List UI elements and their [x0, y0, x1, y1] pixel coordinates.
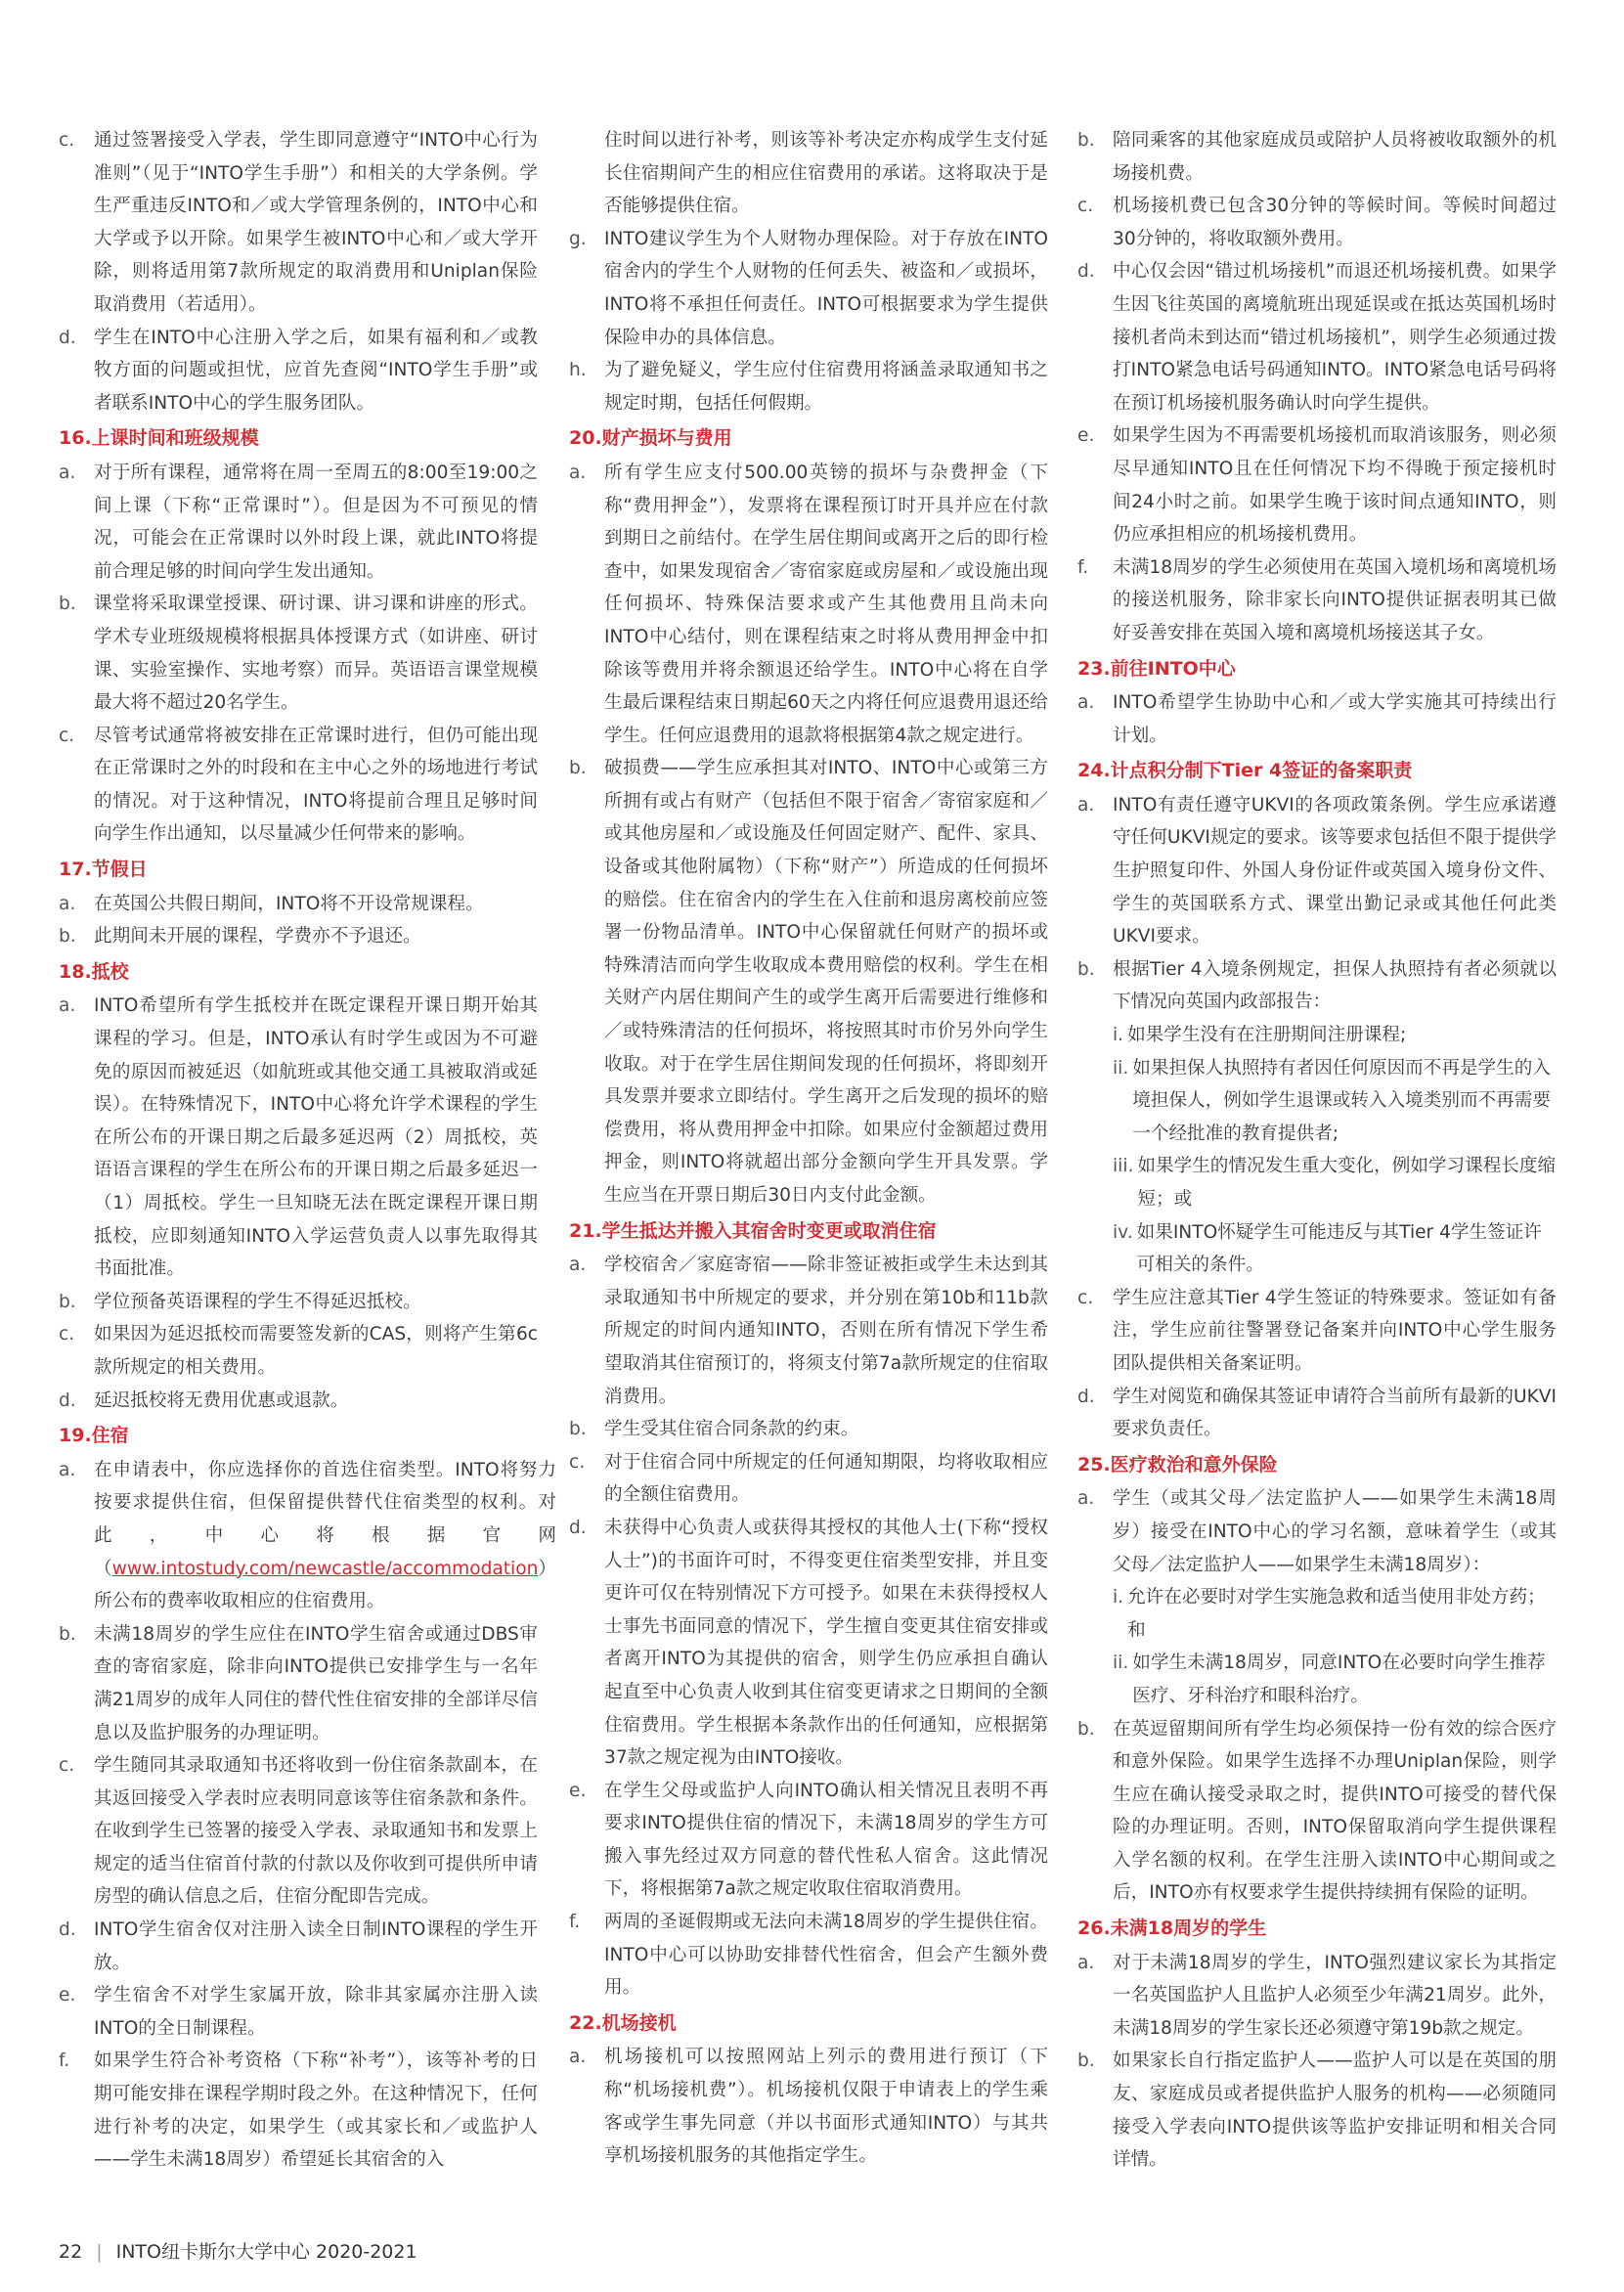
clause-item [1077, 2045, 1557, 2176]
clause-item [1077, 124, 1557, 190]
clause-text: 两周的圣诞假期或无法向未满18周岁的学生提供住宿。INTO中心可以协助安排替代性宿舍，但会产生额外费用。 [604, 1912, 1048, 1999]
section-heading: 26.未满18周岁的学生 [1077, 1917, 1267, 1940]
clause-item [59, 1979, 538, 2045]
clause-label: d. [59, 327, 76, 348]
clause-text: 陪同乘客的其他家庭成员或陪护人员将被收取额外的机场接机费。 [1113, 130, 1557, 184]
page-number: 22 [59, 2241, 83, 2263]
clause-text: 在英逗留期间所有学生均必须保持一份有效的综合医疗和意外保险。如果学生选择不办理Uniplan保险，则学生应在确认接受录取之时，提供INTO可接受的替代保险的办理证明。否则，INTO保留取消向学生提供课程入学名额的权利。在学生注册入读INTO中心期间或之后，INTO亦有权要求学生提供持续拥有保险的证明。 [1113, 1718, 1557, 1904]
clause-item [569, 1512, 1048, 1775]
clause-item [59, 1385, 538, 1418]
clause-text: 学生（或其父母／法定监护人——如果学生未满18周岁）接受在INTO中心的学习名额，意味着学生（或其父母／法定监护人——如果学生未满18周岁）： [1113, 1488, 1557, 1575]
clause-item [59, 1318, 538, 1384]
sub-clause [1077, 1019, 1557, 1052]
clause-text: 课堂将采取课堂授课、研讨课、讲习课和讲座的形式。学术专业班级规模将根据具体授课方式（如讲座、研讨课、实验室操作、实地考察）而异。英语语言课堂规模最大将不超过20名学生。 [94, 594, 538, 714]
clause-item [59, 1454, 556, 1618]
footer-separator: | [96, 2241, 103, 2263]
clause-text: 学生在INTO中心注册入学之后，如果有福利和／或教牧方面的问题或担忧，应首先查阅“INTO学生手册”或者联系INTO中心的学生服务团队。 [94, 327, 538, 414]
clause-text: 学生受其住宿合同条款的约束。 [604, 1419, 859, 1440]
clause-item [1077, 1282, 1557, 1381]
page-footer [59, 2237, 417, 2264]
clause-text: 在学生父母或监护人向INTO确认相关情况且表明不再要求INTO提供住宿的情况下，未满18周岁的学生方可搬入事先经过双方同意的替代性私人宿舍。这此情况下，将根据第7a款之规定收取住宿取消费用。 [604, 1780, 1048, 1900]
clause-text: 根据Tier 4入境条例规定，担保人执照持有者必须就以下情况向英国内政部报告： [1113, 958, 1557, 1013]
clause-text: 对于未满18周岁的学生，INTO强烈建议家长为其指定一名英国监护人且监护人必须至少年满21周岁。此外，未满18周岁的学生家长还必须遵守第19b款之规定。 [1113, 1952, 1557, 2039]
sub-clause-label: i. [1113, 1587, 1124, 1609]
clause-text: 未满18周岁的学生必须使用在英国入境机场和离境机场的接送机服务，除非家长向INTO提供证据表明其已做好妥善安排在英国入境和离境机场接送其子女。 [1113, 556, 1557, 643]
clause-text: 学生宿舍不对学生家属开放，除非其家属亦注册入读INTO的全日制课程。 [94, 1985, 538, 2039]
clause-item [59, 920, 538, 953]
clause-text: INTO希望学生协助中心和／或大学实施其可持续出行计划。 [1113, 692, 1557, 746]
clause-item [569, 1249, 1048, 1413]
sub-clause [1077, 1150, 1557, 1215]
sub-clause [1077, 1581, 1557, 1647]
clause-label: g. [569, 228, 587, 249]
clause-item [59, 457, 538, 588]
clause-item [59, 588, 538, 719]
clause-label: f. [569, 1912, 581, 1933]
clause-label: e. [59, 1985, 76, 2006]
clause-label: f. [59, 2050, 70, 2072]
clause-item [1077, 1947, 1557, 2046]
clause-label: a. [569, 1255, 587, 1276]
sub-clause-text: 允许在必要时对学生实施急救和适当使用非处方药；和 [1127, 1587, 1546, 1641]
clause-item [1077, 1482, 1557, 1581]
clause-item [59, 2045, 538, 2176]
clause-text: 学生对阅览和确保其签证申请符合当前所有最新的UKVI要求负责任。 [1113, 1386, 1557, 1440]
clause-text: 对于住宿合同中所规定的任何通知期限，均将收取相应的全额住宿费用。 [604, 1451, 1048, 1506]
clause-label: e. [569, 1780, 587, 1801]
clause-item [1077, 419, 1557, 551]
section-heading: 16.上课时间和班级规模 [59, 427, 259, 450]
clause-label: d. [1077, 1386, 1095, 1407]
clause-item [569, 457, 1048, 752]
section-heading: 17.节假日 [59, 859, 148, 881]
clause-text: INTO有责任遵守UKVI的各项政策条例。学生应承诺遵守任何UKVI规定的要求。该等要求包括但不限于提供学生护照复印件、外国人身份证件或英国入境身份文件、学生的英国联系方式、课堂出勤记录或其他任何此类UKVI要求。 [1113, 794, 1557, 948]
clause-text: 在英国公共假日期间，INTO将不开设常规课程。 [94, 893, 484, 914]
clause-label: d. [1077, 261, 1095, 283]
clause-label: d. [59, 1919, 76, 1941]
clause-text: 学位预备英语课程的学生不得延迟抵校。 [94, 1291, 421, 1312]
sub-clause-label: i. [1113, 1025, 1124, 1046]
clause-text: 通过签署接受入学表，学生即同意遵守“INTO中心行为准则”（见于“INTO学生手册”）和相关的大学条例。学生严重违反INTO和／或大学管理条例的，INTO中心和大学或予以开除。如果学生被INTO中心和／或大学开除，则将适用第7款所规定的取消费用和Uniplan保险取消费用（若适用）。 [94, 130, 538, 315]
clause-item [1077, 953, 1557, 1019]
clause-text: 对于所有课程，通常将在周一至周五的8:00至19:00之间上课（下称“正常课时”）。但是因为不可预见的情况，可能会在正常课时以外时段上课，就此INTO将提前合理足够的时间向学生发出通知。 [94, 462, 538, 582]
clause-item [59, 990, 538, 1285]
clause-text: 学生应注意其Tier 4学生签证的特殊要求。签证如有备注，学生应前往警署登记备案并向INTO中心学生服务团队提供相关备案证明。 [1113, 1287, 1557, 1374]
clause-item [569, 1413, 1048, 1446]
clause-label: b. [59, 594, 76, 615]
clause-label: b. [569, 758, 587, 779]
clause-text-pre: 在申请表中，你应选择你的首选住宿类型。INTO将努力按要求提供住宿，但保留提供替代住宿类型的权利。对此，中心将根据官网（ [94, 1459, 556, 1579]
sub-clause-text: 如果学生的情况发生重大变化，例如学习课程长度缩短；或 [1137, 1156, 1557, 1210]
clause-text: 机场接机费已包含30分钟的等候时间。等候时间超过30分钟的，将收取额外费用。 [1113, 196, 1557, 249]
footer-title: INTO纽卡斯尔大学中心 2020-2021 [115, 2241, 417, 2263]
clause-label: c. [59, 725, 75, 746]
sub-clause-text: 如学生未满18周岁，同意INTO在必要时向学生推荐医疗、牙科治疗和眼科治疗。 [1132, 1653, 1546, 1706]
clause-item [569, 354, 1048, 419]
section-heading: 25.医疗救治和意外保险 [1077, 1453, 1278, 1476]
clause-label: c. [569, 1451, 586, 1473]
clause-label: d. [569, 1517, 587, 1538]
clause-label: a. [1077, 794, 1095, 815]
section-heading: 21.学生抵达并搬入其宿舍时变更或取消住宿 [569, 1219, 937, 1242]
clause-text: 如果学生因为不再需要机场接机而取消该服务，则必须尽早通知INTO且在任何情况下均不得晚于预定接机时间24小时之前。如果学生晚于该时间点通知INTO，则仍应承担相应的机场接机费用。 [1113, 425, 1557, 546]
sub-clause-label: iv. [1113, 1221, 1133, 1243]
clause-label: c. [59, 130, 75, 151]
clause-item [59, 1914, 538, 1979]
clause-item [569, 752, 1048, 1212]
clause-item [569, 1775, 1048, 1906]
column-left [59, 124, 556, 2177]
clause-label: b. [1077, 958, 1095, 980]
clause-text: 中心仅会因“错过机场接机”而退还机场接机费。如果学生因飞往英国的离境航班出现延误或在抵达英国机场时接机者尚未到达而“错过机场接机”，则学生必须通过拨打INTO紧急电话号码通知INTO。INTO紧急电话号码将在预订机场接机服务确认时向学生提供。 [1113, 261, 1557, 414]
clause-label: a. [59, 1459, 76, 1480]
sub-clause [1077, 1647, 1557, 1712]
section-heading: 20.财产损坏与费用 [569, 427, 732, 450]
sub-clause-label: ii. [1113, 1057, 1129, 1079]
sub-clause [1077, 1216, 1557, 1282]
clause-item [59, 1286, 538, 1319]
section-heading: 23.前往INTO中心 [1077, 657, 1236, 680]
clause-label: b. [59, 1291, 76, 1312]
clause-label: a. [59, 995, 76, 1017]
clause-item [59, 1749, 538, 1914]
sub-clause-text: 如果INTO怀疑学生可能违反与其Tier 4学生签证许可相关的条件。 [1136, 1221, 1542, 1276]
sub-clause-label: ii. [1113, 1653, 1129, 1674]
section-heading: 24.计点积分制下Tier 4签证的备案职责 [1077, 760, 1413, 782]
clause-continuation: 住时间以进行补考，则该等补考决定亦构成学生支付延长住宿期间产生的相应住宿费用的承诺。这将取决于是否能够提供住宿。 [604, 130, 1048, 217]
clause-label: c. [59, 1755, 75, 1777]
sub-clause-text: 如果学生没有在注册期间注册课程; [1127, 1025, 1407, 1046]
clause-label: c. [1077, 196, 1094, 217]
clause-text: 尽管考试通常将被安排在正常课时进行，但仍可能出现在正常课时之外的时段和在主中心之外的场地进行考试的情况。对于这种情况，INTO将提前合理且足够时间向学生作出通知，以尽量减少任何带来的影响。 [94, 725, 538, 845]
clause-text: 学生随同其录取通知书还将收到一份住宿条款副本，在其返回接受入学表时应表明同意该等住宿条款和条件。在收到学生已签署的接受入学表、录取通知书和发票上规定的适当住宿首付款的付款以及你收到可提供所申请房型的确认信息之后，住宿分配即告完成。 [94, 1755, 538, 1908]
column-right [1077, 124, 1557, 2177]
clause-label: a. [1077, 692, 1095, 714]
clause-text: 如果家长自行指定监护人——监护人可以是在英国的朋友、家庭成员或者提供监护人服务的机构——必须随同接受入学表向INTO提供该等监护安排证明和相关合同详情。 [1113, 2050, 1557, 2171]
clause-label: c. [59, 1324, 75, 1345]
clause-item [569, 223, 1048, 354]
clause-text: 如果因为延迟抵校而需要签发新的CAS，则将产生第6c款所规定的相关费用。 [94, 1324, 538, 1378]
clause-item [1077, 686, 1557, 752]
clause-text: INTO希望所有学生抵校并在既定课程开课日期开始其课程的学习。但是，INTO承认有时学生或因为不可避免的原因而被延迟（如航班或其他交通工具被取消或延误）。在特殊情况下，INTO中心将允许学术课程的学生在所公布的开课日期之后最多延迟两（2）周抵校，英语语言课程的学生在所公布的开课日期之后最多延迟一（1）周抵校。学生一旦知晓无法在既定课程开课日期抵校，应即刻通知INTO入学运营负责人以事先取得其书面批准。 [94, 995, 538, 1280]
clause-label: b. [1077, 130, 1095, 151]
clause-label: f. [1077, 556, 1089, 578]
clause-text-post: ）所公布的费率收取相应的住宿费用。 [94, 1558, 556, 1612]
sub-clause-text: 如果担保人执照持有者因任何原因而不再是学生的入境担保人，例如学生退课或转入入境类别而不再需要一个经批准的教育提供者; [1132, 1057, 1551, 1144]
clause-text: 延迟抵校将无费用优惠或退款。 [94, 1389, 349, 1411]
clause-item [59, 888, 538, 921]
sub-clause-label: iii. [1113, 1156, 1134, 1177]
clause-item [59, 720, 538, 851]
clause-label: b. [59, 926, 76, 948]
clause-item [569, 1906, 1048, 2005]
clause-text: 机场接机可以按照网站上列示的费用进行预订（下称“机场接机费”）。机场接机仅限于申请表上的学生乘客或学生事先同意（并以书面形式通知INTO）与其共享机场接机服务的其他指定学生。 [604, 2047, 1048, 2167]
clause-text: 此期间未开展的课程，学费亦不予退还。 [94, 926, 421, 948]
clause-item [59, 1618, 538, 1749]
clause-item [59, 322, 538, 420]
clause-text: 未满18周岁的学生应住在INTO学生宿舍或通过DBS审查的寄宿家庭，除非向INTO提供已安排学生与一名年满21周岁的成年人同住的替代性住宿安排的全部详尽信息以及监护服务的办理证明。 [94, 1623, 538, 1743]
clause-text: 破损费——学生应承担其对INTO、INTO中心或第三方所拥有或占有财产（包括但不限于宿舍／寄宿家庭和／或其他房屋和／或设施及任何固定财产、配件、家具、设备或其他附属物）（下称“财产”）所造成的任何损坏的赔偿。住在宿舍内的学生在入住前和退房离校前应签署一份物品清单。INTO中心保留就任何财产的损坏或特殊清洁而向学生收取成本费用赔偿的权利。学生在相关财产内居住期间产生的或学生离开后需要进行维修和／或特殊清洁的任何损坏，将按照其时市价另外向学生收取。对于在学生居住期间发现的任何损坏，将即刻开具发票并要求立即结付。学生离开之后发现的损坏的赔偿费用，将从费用押金中扣除。如果应付金额超过费用押金，则INTO将就超出部分金额向学生开具发票。学生应当在开票日期后30日内支付此金额。 [604, 758, 1048, 1206]
sub-clause [1077, 1052, 1557, 1151]
clause-label: b. [569, 1419, 587, 1440]
clause-text: INTO建议学生为个人财物办理保险。对于存放在INTO宿舍内的学生个人财物的任何丢失、被盗和／或损坏，INTO将不承担任何责任。INTO可根据要求为学生提供保险申办的具体信息。 [604, 228, 1048, 348]
clause-label: b. [1077, 2050, 1095, 2072]
clause-label: a. [569, 2047, 587, 2068]
clause-label: a. [1077, 1488, 1095, 1510]
clause-label: d. [59, 1389, 76, 1411]
clause-text: 所有学生应支付500.00英镑的损坏与杂费押金（下称“费用押金”），发票将在课程预订时开具并应在付款到期日之前结付。在学生居住期间或离开之后的即行检查中，如果发现宿舍／寄宿家庭或房屋和／或设施出现任何损坏、特殊保洁要求或产生其他费用且尚未向INTO中心结付，则在课程结束之时将从费用押金中扣除该等费用并将余额退还给学生。INTO中心将在自学生最后课程结束日期起60天之内将任何应退费用退还给学生。任何应退费用的退款将根据第4款之规定进行。 [604, 462, 1048, 746]
accommodation-link[interactable]: www.intostudy.com/newcastle/accommodation [111, 1558, 539, 1579]
clause-item [59, 124, 538, 322]
clause-label: a. [59, 462, 76, 483]
clause-label: e. [1077, 425, 1095, 447]
clause-item [1077, 789, 1557, 953]
clause-text: 如果学生符合补考资格（下称“补考”），该等补考的日期可能安排在课程学期时段之外。在这种情况下，任何进行补考的决定，如果学生（或其家长和／或监护人——学生未满18周岁）希望延长其宿舍的入 [94, 2050, 538, 2171]
clause-item [569, 2041, 1048, 2172]
section-heading: 18.抵校 [59, 960, 129, 983]
section-heading: 19.住宿 [59, 1425, 129, 1447]
clause-label: b. [59, 1623, 76, 1645]
clause-item [1077, 551, 1557, 650]
clause-item [1077, 190, 1557, 255]
clause-label: h. [569, 360, 587, 381]
clause-label: c. [1077, 1287, 1094, 1308]
clause-text: 为了避免疑义，学生应付住宿费用将涵盖录取通知书之规定时期，包括任何假期。 [604, 360, 1048, 414]
clause-item [569, 1446, 1048, 1512]
clause-item [1077, 255, 1557, 419]
clause-text: INTO学生宿舍仅对注册入读全日制INTO课程的学生开放。 [94, 1919, 538, 1973]
clause-item [1077, 1713, 1557, 1911]
clause-label: b. [1077, 1718, 1095, 1740]
column-middle [569, 124, 1048, 2173]
clause-text: 学校宿舍／家庭寄宿——除非签证被拒或学生未达到其录取通知书中所规定的要求，并分别在第10b和11b款所规定的时间内通知INTO，否则在所有情况下学生希望取消其住宿预订的，将须支付第7a款所规定的住宿取消费用。 [604, 1255, 1048, 1407]
section-heading: 22.机场接机 [569, 2011, 677, 2034]
clause-label: a. [59, 893, 76, 914]
clause-text: 未获得中心负责人或获得其授权的其他人士(下称“授权人士”)的书面许可时，不得变更住宿类型安排，并且变更许可仅在特别情况下方可授予。如果在未获得授权人士事先书面同意的情况下，学生擅自变更其住宿安排或者离开INTO为其提供的宿舍，则学生仍应承担自确认起直至中心负责人收到其住宿变更请求之日期间的全额住宿费用。学生根据本条款作出的任何通知，应根据第37款之规定视为由INTO接收。 [604, 1517, 1048, 1769]
clause-item [1077, 1381, 1557, 1446]
clause-label: a. [569, 462, 587, 483]
clause-text [94, 1454, 556, 1618]
clause-label: a. [1077, 1952, 1095, 1973]
